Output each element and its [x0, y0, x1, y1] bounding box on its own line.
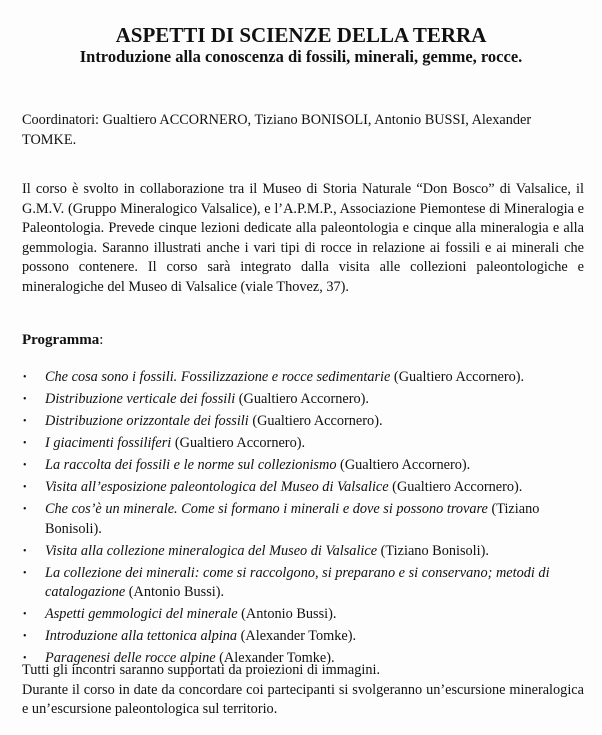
bullet-icon: • — [23, 438, 27, 449]
program-item-topic: La raccolta dei fossili e le norme sul collezionismo — [45, 457, 337, 473]
program-item-speaker: (Tiziano Bonisoli). — [45, 501, 540, 537]
program-item-topic: Distribuzione orizzontale dei fossili — [45, 413, 249, 429]
program-item-topic: Aspetti gemmologici del minerale — [45, 606, 238, 622]
program-item-topic: Introduzione alla tettonica alpina — [45, 628, 238, 644]
program-item — [22, 478, 584, 498]
bullet-icon: • — [23, 504, 27, 515]
program-item-speaker: (Gualtiero Accornero). — [388, 479, 523, 495]
note-projections: Tutti gli incontri saranno supportati da proiezioni di immagini. — [22, 662, 381, 678]
bullet-icon: • — [23, 372, 27, 383]
intro-paragraph: Il corso è svolto in collaborazione tra il Museo di Storia Naturale “Don Bosco” di Valsalice, il G.M.V. (Gruppo Mineralogico Valsalice), e l’A.P.M.P., Associazione Piemontese di Mineralogia e Paleontologia. Prevede cinque lezioni dedicate alla paleontologia e cinque alla mineralogia e alla gemmologia. Saranno illustrati anche i vari tipi di rocce in relazione ai fossili e ai minerali che possono contenere. Il corso sarà integrato dalla visita alle collezioni paleontologiche e mineralogiche del Museo di Valsalice (viale Thovez, 37). — [22, 181, 584, 295]
program-item — [22, 627, 584, 647]
program-item-speaker: (Gualtiero Accornero). — [235, 391, 369, 407]
program-item-speaker: (Gualtiero Accornero). — [171, 435, 306, 451]
note-excursions: Durante il corso in date da concordare coi partecipanti si svolgeranno un’escursione mineralogica e un’escursione paleontologica sul territorio. — [22, 681, 584, 717]
program-item-topic: Visita all’esposizione paleontologica del Museo di Valsalice — [45, 479, 389, 495]
coordinators-paragraph: Coordinatori: Gualtiero ACCORNERO, Tiziano BONISOLI, Antonio BUSSI, Alexander TOMKE. — [22, 112, 532, 148]
program-item-topic: Paragenesi delle rocce alpine — [45, 650, 216, 666]
program-heading-colon: : — [99, 332, 104, 348]
program-item-topic: Visita alla collezione mineralogica del Museo di Valsalice — [45, 542, 378, 559]
bullet-icon: • — [23, 609, 27, 620]
program-heading — [22, 330, 103, 350]
program-item — [22, 456, 584, 476]
bullet-icon: • — [23, 394, 27, 405]
program-item — [22, 500, 584, 539]
program-item-speaker: (Tiziano Bonisoli). — [377, 542, 489, 559]
program-item — [22, 412, 584, 432]
program-item-topic: I giacimenti fossiliferi — [45, 435, 172, 451]
program-item-speaker: (Gualtiero Accornero). — [390, 369, 525, 385]
program-item-speaker: (Antonio Bussi). — [125, 584, 225, 600]
bullet-icon: • — [23, 482, 27, 493]
bullet-icon: • — [23, 545, 27, 557]
program-item — [22, 564, 584, 603]
bullet-icon: • — [23, 460, 27, 471]
program-item-topic: Che cos’è un minerale. Come si formano i minerali e dove si possono trovare — [45, 501, 488, 517]
document-title: ASPETTI DI SCIENZE DELLA TERRA — [115, 23, 487, 47]
document-subtitle: Introduzione alla conoscenza di fossili, minerali, gemme, rocce. — [79, 47, 523, 66]
bullet-icon: • — [23, 631, 27, 642]
program-item-topic: La collezione dei minerali: come si raccolgono, si preparano e si conservano; metodi di catalogazione — [45, 564, 550, 600]
program-item-speaker: (Gualtiero Accornero). — [336, 457, 471, 473]
program-item-speaker: (Alexander Tomke). — [215, 650, 335, 666]
program-item-topic: Che cosa sono i fossili. Fossilizzazione e rocce sedimentarie — [45, 369, 391, 385]
program-item-speaker: (Antonio Bussi). — [237, 606, 337, 622]
bullet-icon: • — [23, 653, 27, 664]
program-item — [22, 542, 584, 562]
program-item-speaker: (Alexander Tomke). — [237, 628, 357, 644]
program-item-topic: Distribuzione verticale dei fossili — [45, 391, 236, 407]
program-item — [22, 390, 584, 410]
program-item-speaker: (Gualtiero Accornero). — [248, 413, 383, 429]
program-heading-label: Programma — [22, 332, 100, 348]
bullet-icon: • — [23, 416, 27, 427]
bullet-icon: • — [23, 567, 27, 579]
program-list — [22, 368, 584, 671]
program-item — [22, 434, 584, 454]
footer-notes — [22, 661, 584, 720]
program-item — [22, 368, 584, 388]
program-item — [22, 605, 584, 625]
